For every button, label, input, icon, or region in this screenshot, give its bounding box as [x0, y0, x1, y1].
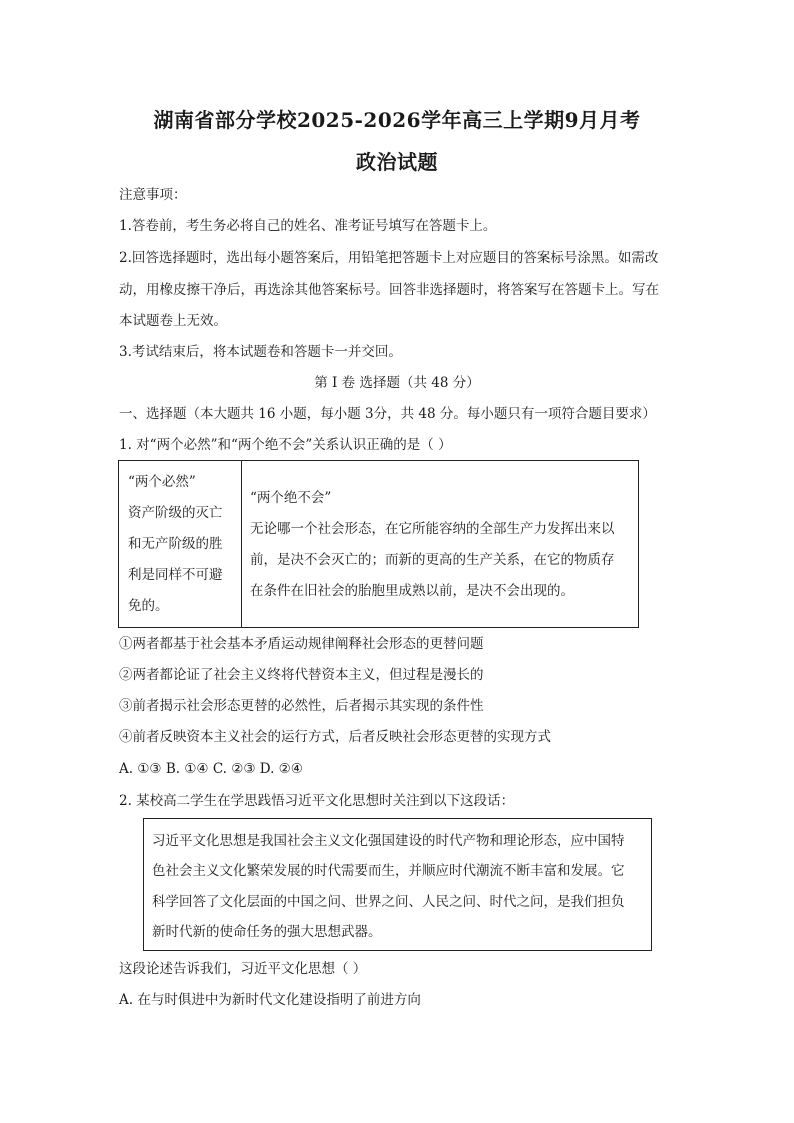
- question-2-quote-box: [143, 818, 652, 951]
- notice-line-1: 1.答卷前，考生务必将自己的姓名、准考证号填写在答题卡上。: [119, 218, 497, 234]
- section-part: 一、选择题（本大题共 16 小题，每小题 3分，共 48 分。每小题只有一项符合题目要求）: [119, 406, 656, 422]
- notice-line-2: 2.回答选择题时，选出每小题答案后，用铅笔把答题卡上对应题目的答案标号涂黑。如需改: [119, 250, 659, 266]
- question-2-option-a: A. 在与时俱进中为新时代文化建设指明了前进方向: [119, 992, 421, 1008]
- quote-line: 习近平文化思想是我国社会主义文化强国建设的时代产物和理论形态，应中国特: [152, 833, 625, 849]
- notice-heading: 注意事项：: [119, 187, 187, 203]
- quote-line: 色社会主义文化繁荣发展的时代需要而生，并顺应时代潮流不断丰富和发展。它: [152, 863, 625, 879]
- notice-line-3: 动，用橡皮擦干净后，再选涂其他答案标号。回答非选择题时，将答案写在答题卡上。写在: [119, 282, 659, 298]
- section-title: 第 I 卷 选择题（共 48 分）: [314, 375, 480, 391]
- table-left-line: 资产阶级的灭亡: [128, 505, 223, 521]
- table-left-line: 和无产阶级的胜: [128, 536, 223, 552]
- question-1-option-2: ②两者都论证了社会主义终将代替资本主义，但过程是漫长的: [119, 667, 484, 683]
- question-1-table: [118, 460, 639, 628]
- notice-line-4: 本试题卷上无效。: [119, 313, 227, 329]
- notice-line-5: 3.考试结束后，将本试题卷和答题卡一并交回。: [119, 344, 402, 360]
- question-2-stem: 2. 某校高二学生在学思践悟习近平文化思想时关注到以下这段话：: [119, 793, 515, 809]
- table-left-line: 利是同样不可避: [128, 567, 223, 583]
- quote-line: 新时代新的使命任务的强大思想武器。: [152, 924, 382, 940]
- question-1-stem: 1. 对“两个必然”和“两个绝不会”关系认识正确的是（ ）: [119, 437, 452, 453]
- table-right-line: 无论哪一个社会形态，在它所能容纳的全部生产力发挥出来以: [250, 521, 615, 537]
- table-right-line: 在条件在旧社会的胎胞里成熟以前，是决不会出现的。: [250, 583, 574, 599]
- question-1-option-1: ①两者都基于社会基本矛盾运动规律阐释社会形态的更替问题: [119, 636, 484, 652]
- exam-title: 湖南省部分学校2025-2026学年高三上学期9月月考: [153, 108, 641, 132]
- question-1-option-4: ④前者反映资本主义社会的运行方式，后者反映社会形态更替的实现方式: [119, 729, 551, 745]
- table-left-line: “两个必然”: [128, 474, 196, 490]
- table-left-cell: [119, 461, 242, 627]
- question-2-question: 这段论述告诉我们，习近平文化思想（ ）: [119, 961, 367, 977]
- quote-line: 科学回答了文化层面的中国之问、世界之问、人民之问、时代之问，是我们担负: [152, 894, 625, 910]
- question-1-answer-choices: A. ①③ B. ①④ C. ②③ D. ②④: [119, 761, 303, 777]
- question-1-option-3: ③前者揭示社会形态更替的必然性，后者揭示其实现的条件性: [119, 698, 484, 714]
- exam-subject: 政治试题: [356, 150, 438, 174]
- table-right-line: “两个绝不会”: [250, 490, 332, 506]
- table-right-line: 前，是决不会灭亡的；而新的更高的生产关系，在它的物质存: [250, 552, 615, 568]
- table-left-line: 免的。: [128, 598, 169, 614]
